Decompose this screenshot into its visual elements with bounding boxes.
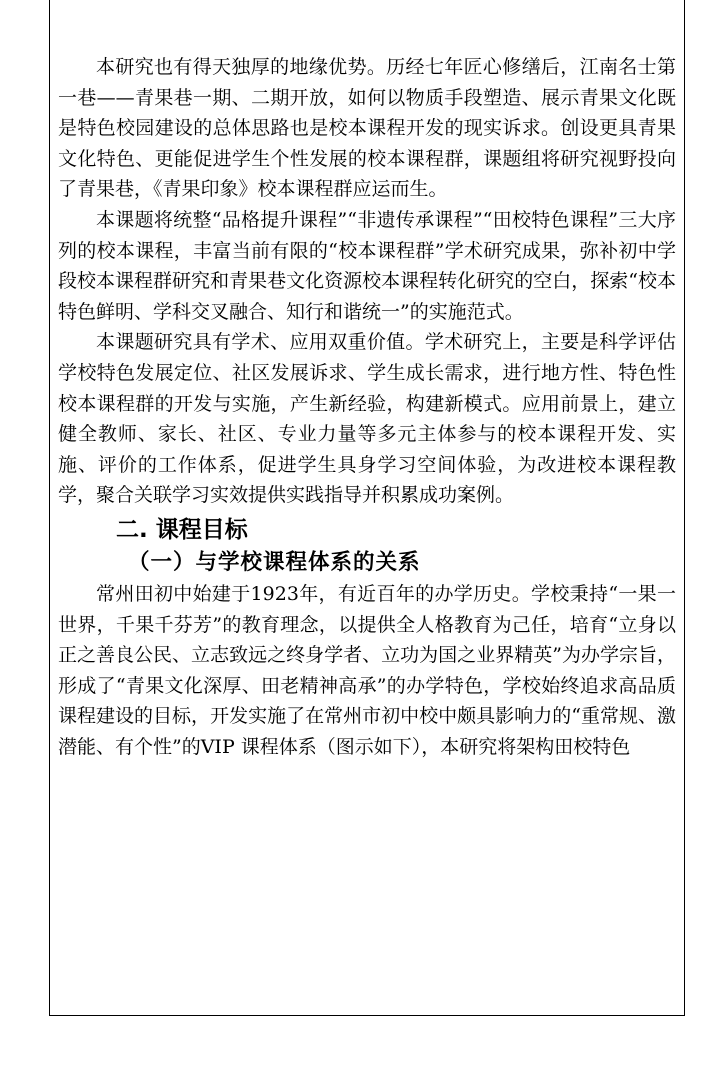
paragraph-school-history: 常州田初中始建于1923年，有近百年的办学历史。学校秉持“一果一世界，千果千芬芳”的教育理念，以提供全人格教育为己任，培育“立身以正之善良公民、立志致远之终身学者、立功为国之业界精英”为办学宗旨，形成了“青果文化深厚、田老精神高承”的办学特色，学校始终追求高品质课程建设的目标，开发实施了在常州市初中校中颇具影响力的“重常规、激潜能、有个性”的VIP 课程体系（图示如下），本研究将架构田校特色 bbox=[58, 582, 676, 758]
paragraph-research-value: 本课题研究具有学术、应用双重价值。学术研究上，主要是科学评估学校特色发展定位、社区发展诉求、学生成长需求，进行地方性、特色性校本课程群的开发与实施，产生新经验，构建新模式。应用前景上，建立健全教师、家长、社区、专业力量等多元主体参与的校本课程开发、实施、评价的工作体系，促进学生具身学习空间体验，为改进校本课程教学，聚合关联学习实效提供实践指导并积累成功案例。 bbox=[58, 331, 676, 507]
paragraph-regional-advantage: 本研究也有得天独厚的地缘优势。历经七年匠心修缮后，江南名士第一巷——青果巷一期、二期开放，如何以物质手段塑造、展示青果文化既是特色校园建设的总体思路也是校本课程开发的现实诉求。创设更具青果文化特色、更能促进学生个性发展的校本课程群，课题组将研究视野投向了青果巷，《青果印象》校本课程群应运而生。 bbox=[58, 56, 676, 201]
document-body bbox=[58, 52, 676, 762]
section-heading-course-goals: 二. 课程目标 bbox=[116, 516, 248, 543]
subsection-heading-relation: （一）与学校课程体系的关系 bbox=[128, 549, 421, 575]
paragraph-course-integration: 本课题将统整“品格提升课程”“非遗传承课程”“田校特色课程”三大序列的校本课程，丰富当前有限的“校本课程群”学术研究成果，弥补初中学段校本课程群研究和青果巷文化资源校本课程转化研究的空白，探索“校本特色鲜明、学科交叉融合、知行和谐统一”的实施范式。 bbox=[58, 208, 676, 323]
